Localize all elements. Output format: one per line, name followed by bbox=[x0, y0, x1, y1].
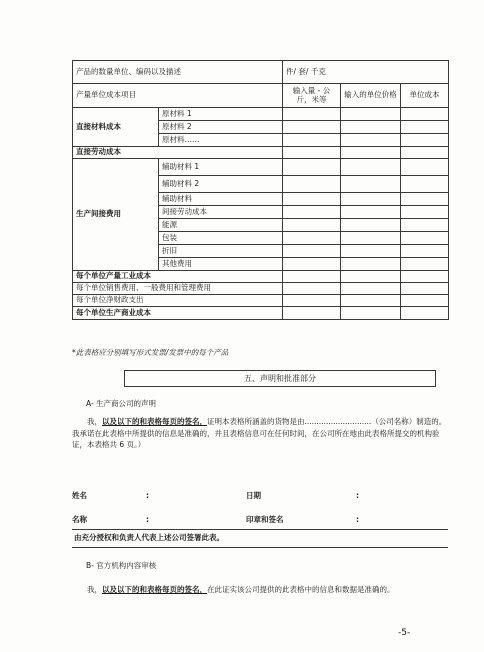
seal-label: 印章和签名 bbox=[246, 515, 284, 524]
part-b-underlined: 以及以下的和表格每页的签名， bbox=[102, 585, 207, 594]
page-number: -5- bbox=[398, 628, 411, 638]
table-row bbox=[73, 147, 449, 159]
table-header-row bbox=[73, 84, 449, 108]
total-row-label: 每个单位销售费用、一般费用和管理费用 bbox=[73, 283, 283, 295]
material-item: 原材料 1 bbox=[159, 108, 283, 121]
table-row bbox=[73, 159, 449, 176]
name-label: 姓名 bbox=[72, 491, 87, 500]
table-row bbox=[73, 307, 449, 320]
direct-labor-label: 直接劳动成本 bbox=[73, 147, 283, 159]
indirect-item: 间接劳动成本 bbox=[159, 206, 283, 219]
table-row bbox=[73, 283, 449, 295]
part-a-pre: 我， bbox=[87, 417, 102, 426]
indirect-item: 折旧 bbox=[159, 245, 283, 258]
indirect-item: 包装 bbox=[159, 232, 283, 245]
signature-note: 由充分授权和负责人代表上述公司签署此表。 bbox=[74, 533, 224, 542]
total-row-label: 每个单位生产商业成本 bbox=[73, 307, 283, 320]
product-desc-label: 产品的数量单位、编码以及描述 bbox=[73, 61, 283, 84]
colon: : bbox=[356, 491, 359, 500]
part-b-paragraph bbox=[72, 584, 448, 596]
part-a-paragraph bbox=[72, 416, 448, 451]
colon: : bbox=[146, 515, 149, 524]
part-b-post: 在此证实该公司提供的此表格中的信息和数据是准确的。 bbox=[207, 585, 395, 594]
part-a-post: 证明本表格所涵盖的货物是由............................（公司名称）制造的。我承诺在此表格中所提供的信息是准确的，并且表格信息可在任何时间，在公司所在地由此表格所提交的机构验证，本表格共 6 页。） bbox=[72, 417, 447, 450]
indirect-item: 其他费用 bbox=[159, 258, 283, 271]
header-qty: 输入量 - 公斤，米等 bbox=[283, 84, 341, 108]
cost-table bbox=[72, 60, 449, 320]
total-row-label: 每个单位产量工业成本 bbox=[73, 271, 283, 283]
divider bbox=[72, 547, 448, 548]
indirect-item: 能源 bbox=[159, 219, 283, 232]
part-a-underlined: 以及以下的和表格每页的签名， bbox=[102, 417, 207, 426]
table-row bbox=[73, 295, 449, 307]
header-price: 输入的单位价格 bbox=[341, 84, 401, 108]
colon: : bbox=[146, 491, 149, 500]
material-item: 原材料 2 bbox=[159, 121, 283, 134]
colon: : bbox=[356, 515, 359, 524]
indirect-item: 辅助材料 bbox=[159, 193, 283, 206]
product-desc-value: 件/ 套/ 千克 bbox=[283, 61, 449, 84]
date-label: 日期 bbox=[246, 491, 261, 500]
direct-material-label: 直接材料成本 bbox=[73, 108, 159, 147]
indirect-label: 生产间接费用 bbox=[73, 159, 159, 271]
table-row bbox=[73, 108, 449, 121]
divider bbox=[72, 529, 448, 530]
part-b-title: B- 官方机构内容审核 bbox=[86, 561, 157, 570]
header-item: 产量单位成本项目 bbox=[73, 84, 283, 108]
part-b-pre: 我， bbox=[87, 585, 102, 594]
header-unit-cost: 单位成本 bbox=[401, 84, 449, 108]
section-title: 五、声明和批准部分 bbox=[124, 370, 436, 387]
table-row bbox=[73, 61, 449, 84]
table-row bbox=[73, 271, 449, 283]
part-a-title: A- 生产商公司的声明 bbox=[86, 399, 157, 408]
indirect-item: 辅助材料 2 bbox=[159, 176, 283, 193]
footnote: *此表格应分别填写形式发票/发票中的每个产品 bbox=[72, 348, 229, 357]
indirect-item: 辅助材料 1 bbox=[159, 159, 283, 176]
title-label: 名称 bbox=[72, 515, 87, 524]
total-row-label: 每个单位净财政支出 bbox=[73, 295, 283, 307]
material-item: 原材料…… bbox=[159, 134, 283, 147]
